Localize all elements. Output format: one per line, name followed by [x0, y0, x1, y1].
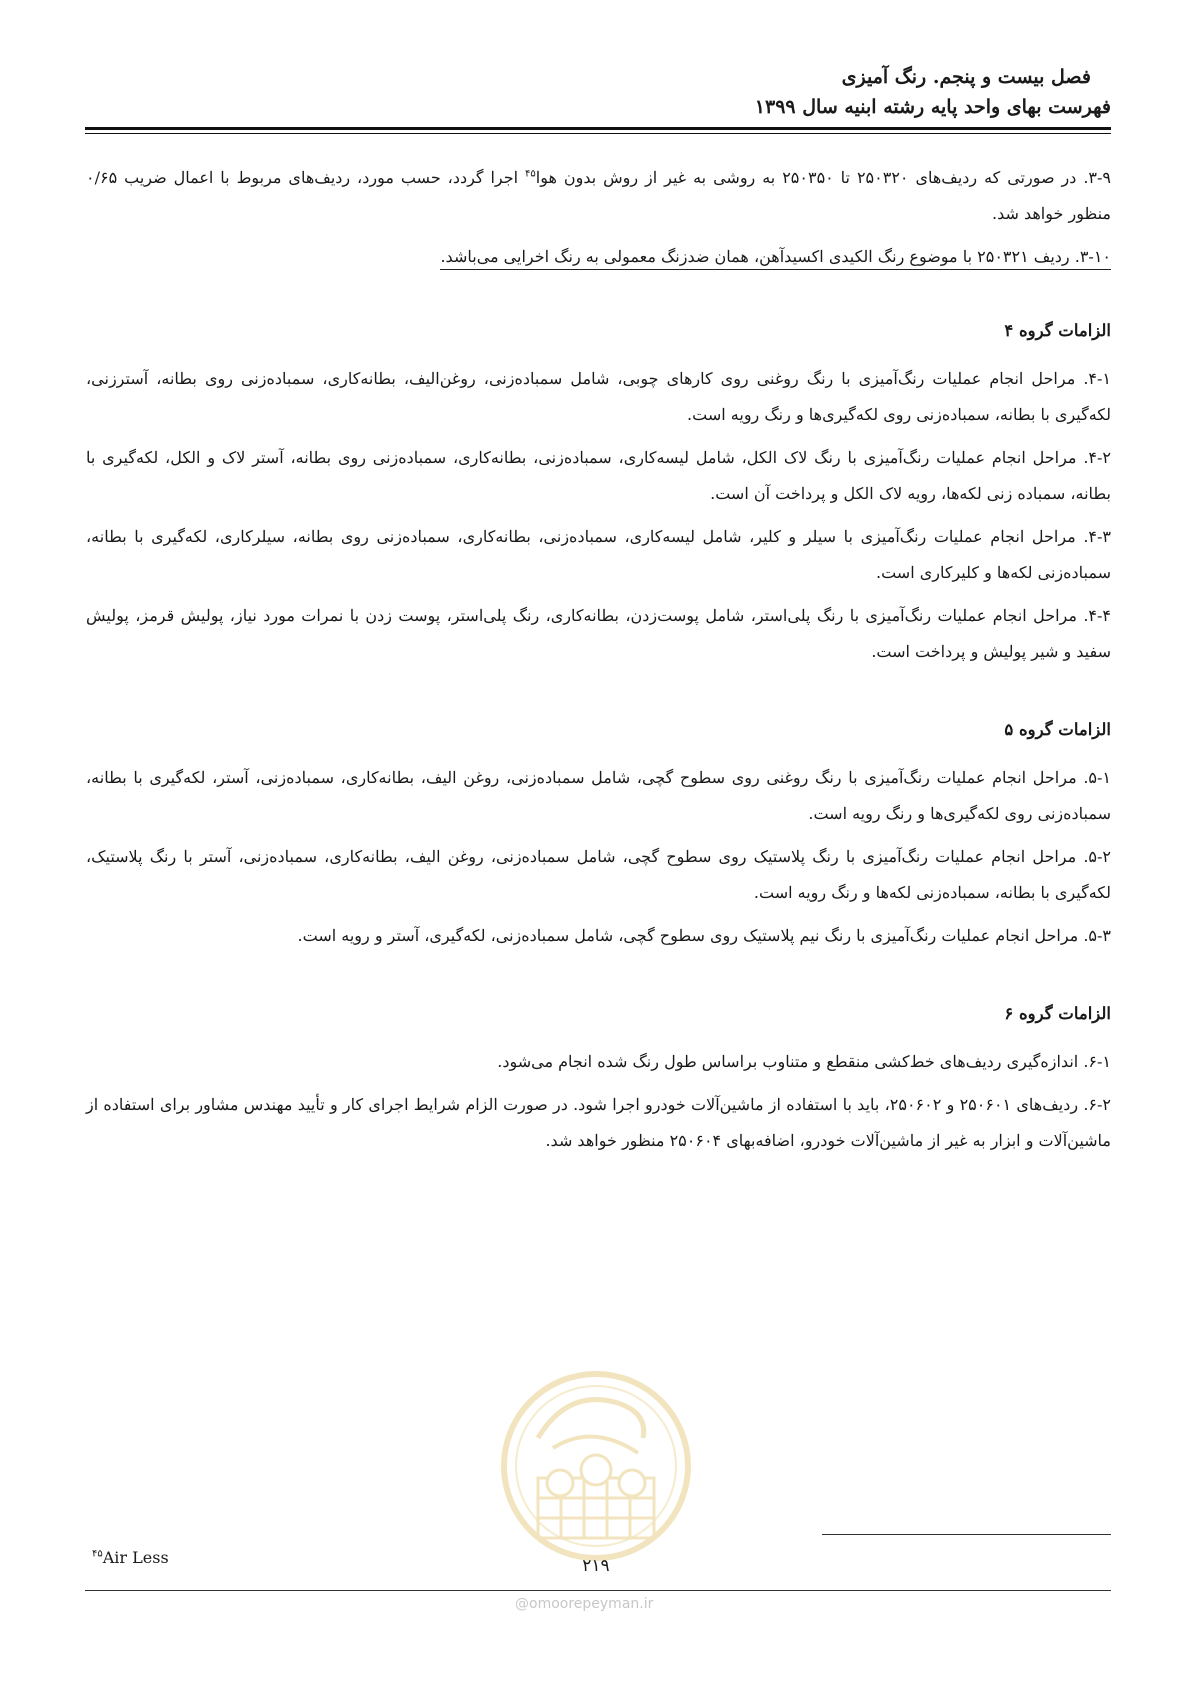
header-rule-thin: [85, 133, 1111, 134]
section-heading-group-6: الزامات گروه ۶: [1004, 1004, 1111, 1023]
list-item: ۴-۳. مراحل انجام عملیات رنگ‌آمیزی با سیلر و کلیر، شامل لیسه‌کاری، سمباده‌زنی، بطانه‌کاری، سمباده‌زنی روی بطانه، سیلرکاری، لکه‌گیری با بطانه، سمباده‌زنی لکه‌ها و کلیرکاری است.: [86, 527, 1111, 582]
page-body: [86, 160, 1111, 1166]
footnote: [92, 1548, 169, 1567]
section-heading-group-5: الزامات گروه ۵: [1004, 720, 1111, 739]
list-item: ۴-۲. مراحل انجام عملیات رنگ‌آمیزی با رنگ لاک الکل، شامل لیسه‌کاری، سمباده‌زنی، بطانه‌کاری، سمباده‌زنی روی بطانه، آستر لاک و الکل، لکه‌گیری با بطانه، سمباده زنی لکه‌ها، رویه لاک الکل و پرداخت آن است.: [86, 448, 1112, 503]
footnote-separator: [822, 1534, 1111, 1535]
paragraph-3-9-text-before: ۳-۹. در صورتی که ردیف‌های ۲۵۰۳۲۰ تا ۲۵۰۳۵۰ به روشی به غیر از روش بدون هوا: [535, 168, 1111, 187]
paragraph-3-10-text: ۳-۱۰. ردیف ۲۵۰۳۲۱ با موضوع رنگ الکیدی اکسیدآهن، همان ضدزنگ معمولی به رنگ اخرایی می‌باشد.: [440, 247, 1111, 270]
paragraph-3-9-text-after: اجرا گردد، حسب مورد، ردیف‌های مربوط با اعمال ضریب ۰/۶۵ منظور خواهد شد.: [86, 168, 1111, 223]
footnote-reference[interactable]: ۴۵: [525, 168, 536, 180]
footer-rule: [85, 1590, 1111, 1591]
list-item: ۴-۴. مراحل انجام عملیات رنگ‌آمیزی با رنگ پلی‌استر، شامل پوست‌زدن، بطانه‌کاری، رنگ پلی‌استر، پوست زدن با نمرات مورد نیاز، پولیش قرمز، پولیش سفید و شیر پولیش و پرداخت است.: [86, 606, 1111, 661]
footnote-number: ۴۵: [92, 1548, 103, 1560]
paragraph-3-10: [86, 239, 1111, 275]
list-item: ۶-۱. اندازه‌گیری ردیف‌های خط‌کشی منقطع و متناوب براساس طول رنگ شده انجام می‌شود.: [497, 1052, 1111, 1071]
list-item: ۴-۱. مراحل انجام عملیات رنگ‌آمیزی با رنگ روغنی روی کارهای چوبی، شامل سمباده‌زنی، روغن‌الیف، بطانه‌کاری، سمباده‌زنی روی بطانه، آسترزنی، لکه‌گیری با بطانه، سمباده‌زنی روی لکه‌گیری‌ها و رنگ رویه است.: [86, 369, 1111, 424]
header-rule-thick: [85, 127, 1111, 130]
footnote-text: Air Less: [102, 1548, 169, 1567]
watermark-logo-icon: [498, 1368, 694, 1568]
list-item: ۵-۲. مراحل انجام عملیات رنگ‌آمیزی با رنگ پلاستیک روی سطوح گچی، شامل سمباده‌زنی، روغن الیف، بطانه‌کاری، سمباده‌زنی، آستر با رنگ پلاستیک، لکه‌گیری با بطانه، سمباده‌زنی لکه‌ها و رنگ رویه است.: [86, 847, 1111, 902]
list-item: ۵-۱. مراحل انجام عملیات رنگ‌آمیزی با رنگ روغنی روی سطوح گچی، شامل سمباده‌زنی، روغن الیف، بطانه‌کاری، سمباده‌زنی، آستر، لکه‌گیری با بطانه، سمباده‌زنی روی لکه‌گیری‌ها و رنگ رویه است.: [86, 768, 1111, 823]
watermark-url: @omoorepeyman.ir: [515, 1596, 654, 1612]
page-header: [111, 62, 1111, 122]
section-heading-group-4: الزامات گروه ۴: [1004, 321, 1111, 340]
list-item: ۶-۲. ردیف‌های ۲۵۰۶۰۱ و ۲۵۰۶۰۲، باید با استفاده از ماشین‌آلات خودرو اجرا شود. در صورت الزام شرایط اجرای کار و تأیید مهندس مشاور برای استفاده از ماشین‌آلات و ابزار به غیر از ماشین‌آلات خودرو، اضافه‌بهای ۲۵۰۶۰۴ منظور خواهد شد.: [86, 1095, 1112, 1150]
paragraph-3-9: [86, 160, 1111, 232]
chapter-title: فصل بیست و پنجم. رنگ آمیزی: [841, 66, 1091, 88]
document-subtitle: فهرست بهای واحد پایه رشته ابنیه سال ۱۳۹۹: [754, 96, 1111, 118]
list-item: ۵-۳. مراحل انجام عملیات رنگ‌آمیزی با رنگ نیم پلاستیک روی سطوح گچی، شامل سمباده‌زنی، لکه‌گیری، آستر و رویه است.: [297, 926, 1111, 945]
page-number: ۲۱۹: [582, 1556, 610, 1576]
